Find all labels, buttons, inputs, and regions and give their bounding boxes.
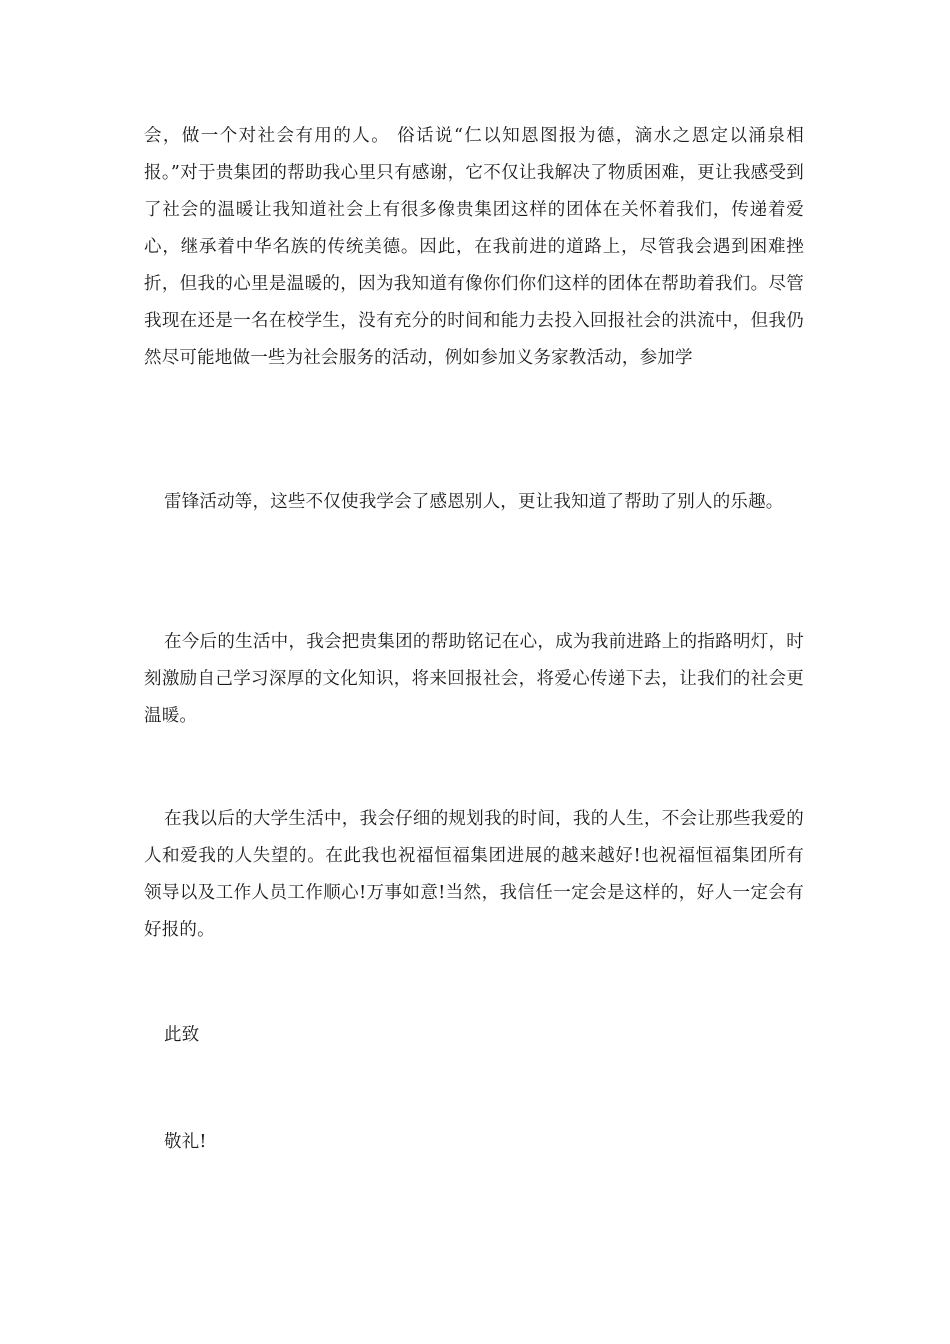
closing-regards: 敬礼! [164, 1132, 207, 1152]
body-paragraph-gratitude: 会，做一个对社会有用的人。 俗话说“仁以知恩图报为德，滴水之恩定以涌泉相报。”对于贵集团的帮助我心里只有感谢，它不仅让我解决了物质困难，更让我感受到了社会的温暖让我知道社会上有很多像贵集团这样的团体在关怀着我们，传递着爱心，继承着中华名族的传统美德。因此，在我前进的道路上，尽管我会遇到困难挫折，但我的心里是温暖的，因为我知道有像你们你们这样的团体在帮助着我们。尽管我现在还是一名在校学生，没有充分的时间和能力去投入回报社会的洪流中，但我仍然尽可能地做一些为社会服务的活动，例如参加义务家教活动，参加学 [144, 126, 804, 368]
body-paragraph-wishes: 在我以后的大学生活中，我会仔细的规划我的时间，我的人生，不会让那些我爱的人和爱我的人失望的。在此我也祝福恒福集团进展的越来越好!也祝福恒福集团所有领导以及工作人员工作顺心!万事如意!当然，我信任一定会是这样的，好人一定会有好报的。 [144, 809, 804, 940]
body-paragraph-future: 在今后的生活中，我会把贵集团的帮助铭记在心，成为我前进路上的指路明灯，时刻激励自己学习深厚的文化知识，将来回报社会，将爱心传递下去，让我们的社会更温暖。 [144, 632, 804, 726]
body-paragraph-volunteering: 雷锋活动等，这些不仅使我学会了感恩别人，更让我知道了帮助了别人的乐趣。 [164, 492, 784, 512]
closing-salutation: 此致 [164, 1025, 200, 1045]
